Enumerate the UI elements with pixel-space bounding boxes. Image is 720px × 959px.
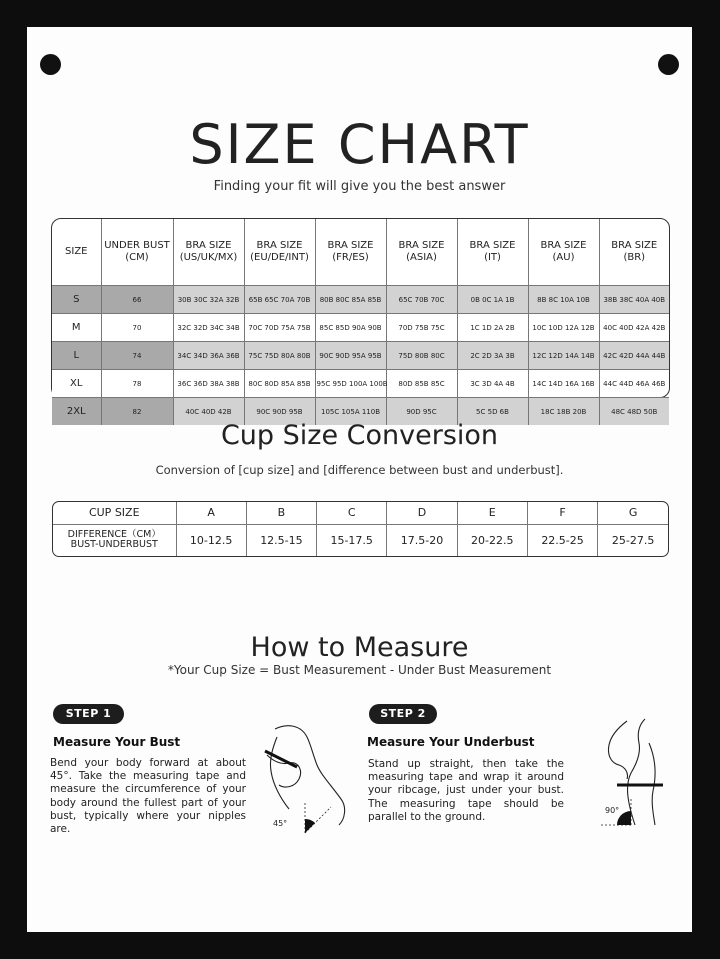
bra-size-cell: 3C 3D 4A 4B <box>457 370 528 398</box>
step-2-text: Stand up straight, then take the measuring tape and wrap it around your ribcage, just under your bust. The measuring tape should be parallel to the ground. <box>368 758 564 823</box>
difference-cell: 22.5-25 <box>527 524 597 556</box>
size-table-header-cell: BRA SIZE (ASIA) <box>386 219 457 286</box>
bra-size-cell: 90D 95C <box>386 398 457 426</box>
step-1-text: Bend your body forward at about 45°. Take the measuring tape and measure the circumference of your body around the fullest part of your bust, typically where your nipples are. <box>50 757 246 836</box>
size-table-header-cell: SIZE <box>52 219 101 286</box>
bra-size-cell: 65B 65C 70A 70B <box>244 286 315 314</box>
bra-size-cell: 12C 12D 14A 14B <box>528 342 599 370</box>
size-cell: L <box>52 342 101 370</box>
cup-letter-cell: A <box>176 502 246 524</box>
size-table-header-cell: BRA SIZE (BR) <box>599 219 669 286</box>
bra-size-cell: 90C 90D 95A 95B <box>315 342 386 370</box>
size-table <box>51 218 670 417</box>
cup-letter-cell: C <box>317 502 387 524</box>
cup-letter-cell: E <box>457 502 527 524</box>
bra-size-cell: 85C 85D 90A 90B <box>315 314 386 342</box>
page-title: SIZE CHART <box>189 113 530 176</box>
size-table-header-cell: BRA SIZE (US/UK/MX) <box>173 219 244 286</box>
cup-letter-cell: D <box>387 502 457 524</box>
size-table-row <box>52 286 669 314</box>
size-chart-poster <box>27 27 692 932</box>
bra-size-cell: 42C 42D 44A 44B <box>599 342 669 370</box>
bra-size-cell: 32C 32D 34C 34B <box>173 314 244 342</box>
step-1-badge: STEP 1 <box>53 704 124 724</box>
bra-size-cell: 0B 0C 1A 1B <box>457 286 528 314</box>
cup-letter-cell: G <box>598 502 668 524</box>
punch-hole-left <box>40 54 61 75</box>
bra-size-cell: 40C 40D 42B <box>173 398 244 426</box>
underbust-cell: 82 <box>101 398 173 426</box>
bra-size-cell: 44C 44D 46A 46B <box>599 370 669 398</box>
size-table-row <box>52 370 669 398</box>
size-table-header-cell: BRA SIZE (AU) <box>528 219 599 286</box>
step-2-heading: Measure Your Underbust <box>367 735 535 749</box>
size-table-header-cell: BRA SIZE (EU/DE/INT) <box>244 219 315 286</box>
measure-note: *Your Cup Size = Bust Measurement - Under Bust Measurement <box>167 663 552 677</box>
size-table-row <box>52 342 669 370</box>
step-2-angle: 90° <box>605 806 620 815</box>
bra-size-cell: 14C 14D 16A 16B <box>528 370 599 398</box>
cup-table <box>52 501 669 557</box>
difference-label: DIFFERENCE（CM） BUST-UNDERBUST <box>53 524 176 556</box>
cup-section-title: Cup Size Conversion <box>220 420 499 451</box>
bra-size-cell: 70C 70D 75A 75B <box>244 314 315 342</box>
bra-size-cell: 75D 80B 80C <box>386 342 457 370</box>
size-cell: M <box>52 314 101 342</box>
size-table-row <box>52 314 669 342</box>
difference-cell: 17.5-20 <box>387 524 457 556</box>
bra-size-cell: 8B 8C 10A 10B <box>528 286 599 314</box>
bra-size-cell: 40C 40D 42A 42B <box>599 314 669 342</box>
size-table-header-cell: BRA SIZE (FR/ES) <box>315 219 386 286</box>
size-cell: 2XL <box>52 398 101 426</box>
bra-size-cell: 105C 105A 110B <box>315 398 386 426</box>
bra-size-cell: 34C 34D 36A 36B <box>173 342 244 370</box>
bra-size-cell: 95C 95D 100A 100B <box>315 370 386 398</box>
bust-measure-figure <box>255 715 355 833</box>
punch-hole-right <box>658 54 679 75</box>
difference-cell: 15-17.5 <box>317 524 387 556</box>
underbust-cell: 70 <box>101 314 173 342</box>
step-2-badge: STEP 2 <box>369 704 437 724</box>
size-table-header <box>52 219 669 286</box>
bra-size-cell: 80D 85B 85C <box>386 370 457 398</box>
bra-size-cell: 80C 80D 85A 85B <box>244 370 315 398</box>
cup-size-row <box>53 502 668 524</box>
bra-size-cell: 30B 30C 32A 32B <box>173 286 244 314</box>
bra-size-cell: 38B 38C 40A 40B <box>599 286 669 314</box>
size-table-header-cell: UNDER BUST (CM) <box>101 219 173 286</box>
cup-section-subtitle: Conversion of [cup size] and [difference between bust and underbust]. <box>155 463 564 477</box>
size-cell: XL <box>52 370 101 398</box>
measure-title: How to Measure <box>250 632 469 663</box>
difference-cell: 12.5-15 <box>246 524 316 556</box>
underbust-measure-figure <box>567 713 667 827</box>
size-table-header-cell: BRA SIZE (IT) <box>457 219 528 286</box>
bra-size-cell: 75C 75D 80A 80B <box>244 342 315 370</box>
bra-size-cell: 5C 5D 6B <box>457 398 528 426</box>
bra-size-cell: 10C 10D 12A 12B <box>528 314 599 342</box>
bra-size-cell: 18C 18B 20B <box>528 398 599 426</box>
bra-size-cell: 48C 48D 50B <box>599 398 669 426</box>
bra-size-cell: 1C 1D 2A 2B <box>457 314 528 342</box>
step-1-heading: Measure Your Bust <box>53 735 181 749</box>
underbust-cell: 74 <box>101 342 173 370</box>
cup-size-label: CUP SIZE <box>53 502 176 524</box>
bra-size-cell: 80B 80C 85A 85B <box>315 286 386 314</box>
step-1-angle: 45° <box>273 819 288 828</box>
bra-size-cell: 36C 36D 38A 38B <box>173 370 244 398</box>
bra-size-cell: 70D 75B 75C <box>386 314 457 342</box>
difference-row <box>53 524 668 556</box>
cup-letter-cell: F <box>527 502 597 524</box>
difference-cell: 25-27.5 <box>598 524 668 556</box>
page-subtitle: Finding your fit will give you the best answer <box>213 179 506 194</box>
underbust-cell: 78 <box>101 370 173 398</box>
difference-cell: 10-12.5 <box>176 524 246 556</box>
cup-letter-cell: B <box>246 502 316 524</box>
size-cell: S <box>52 286 101 314</box>
bra-size-cell: 2C 2D 3A 3B <box>457 342 528 370</box>
difference-cell: 20-22.5 <box>457 524 527 556</box>
bra-size-cell: 90C 90D 95B <box>244 398 315 426</box>
bra-size-cell: 65C 70B 70C <box>386 286 457 314</box>
underbust-cell: 66 <box>101 286 173 314</box>
